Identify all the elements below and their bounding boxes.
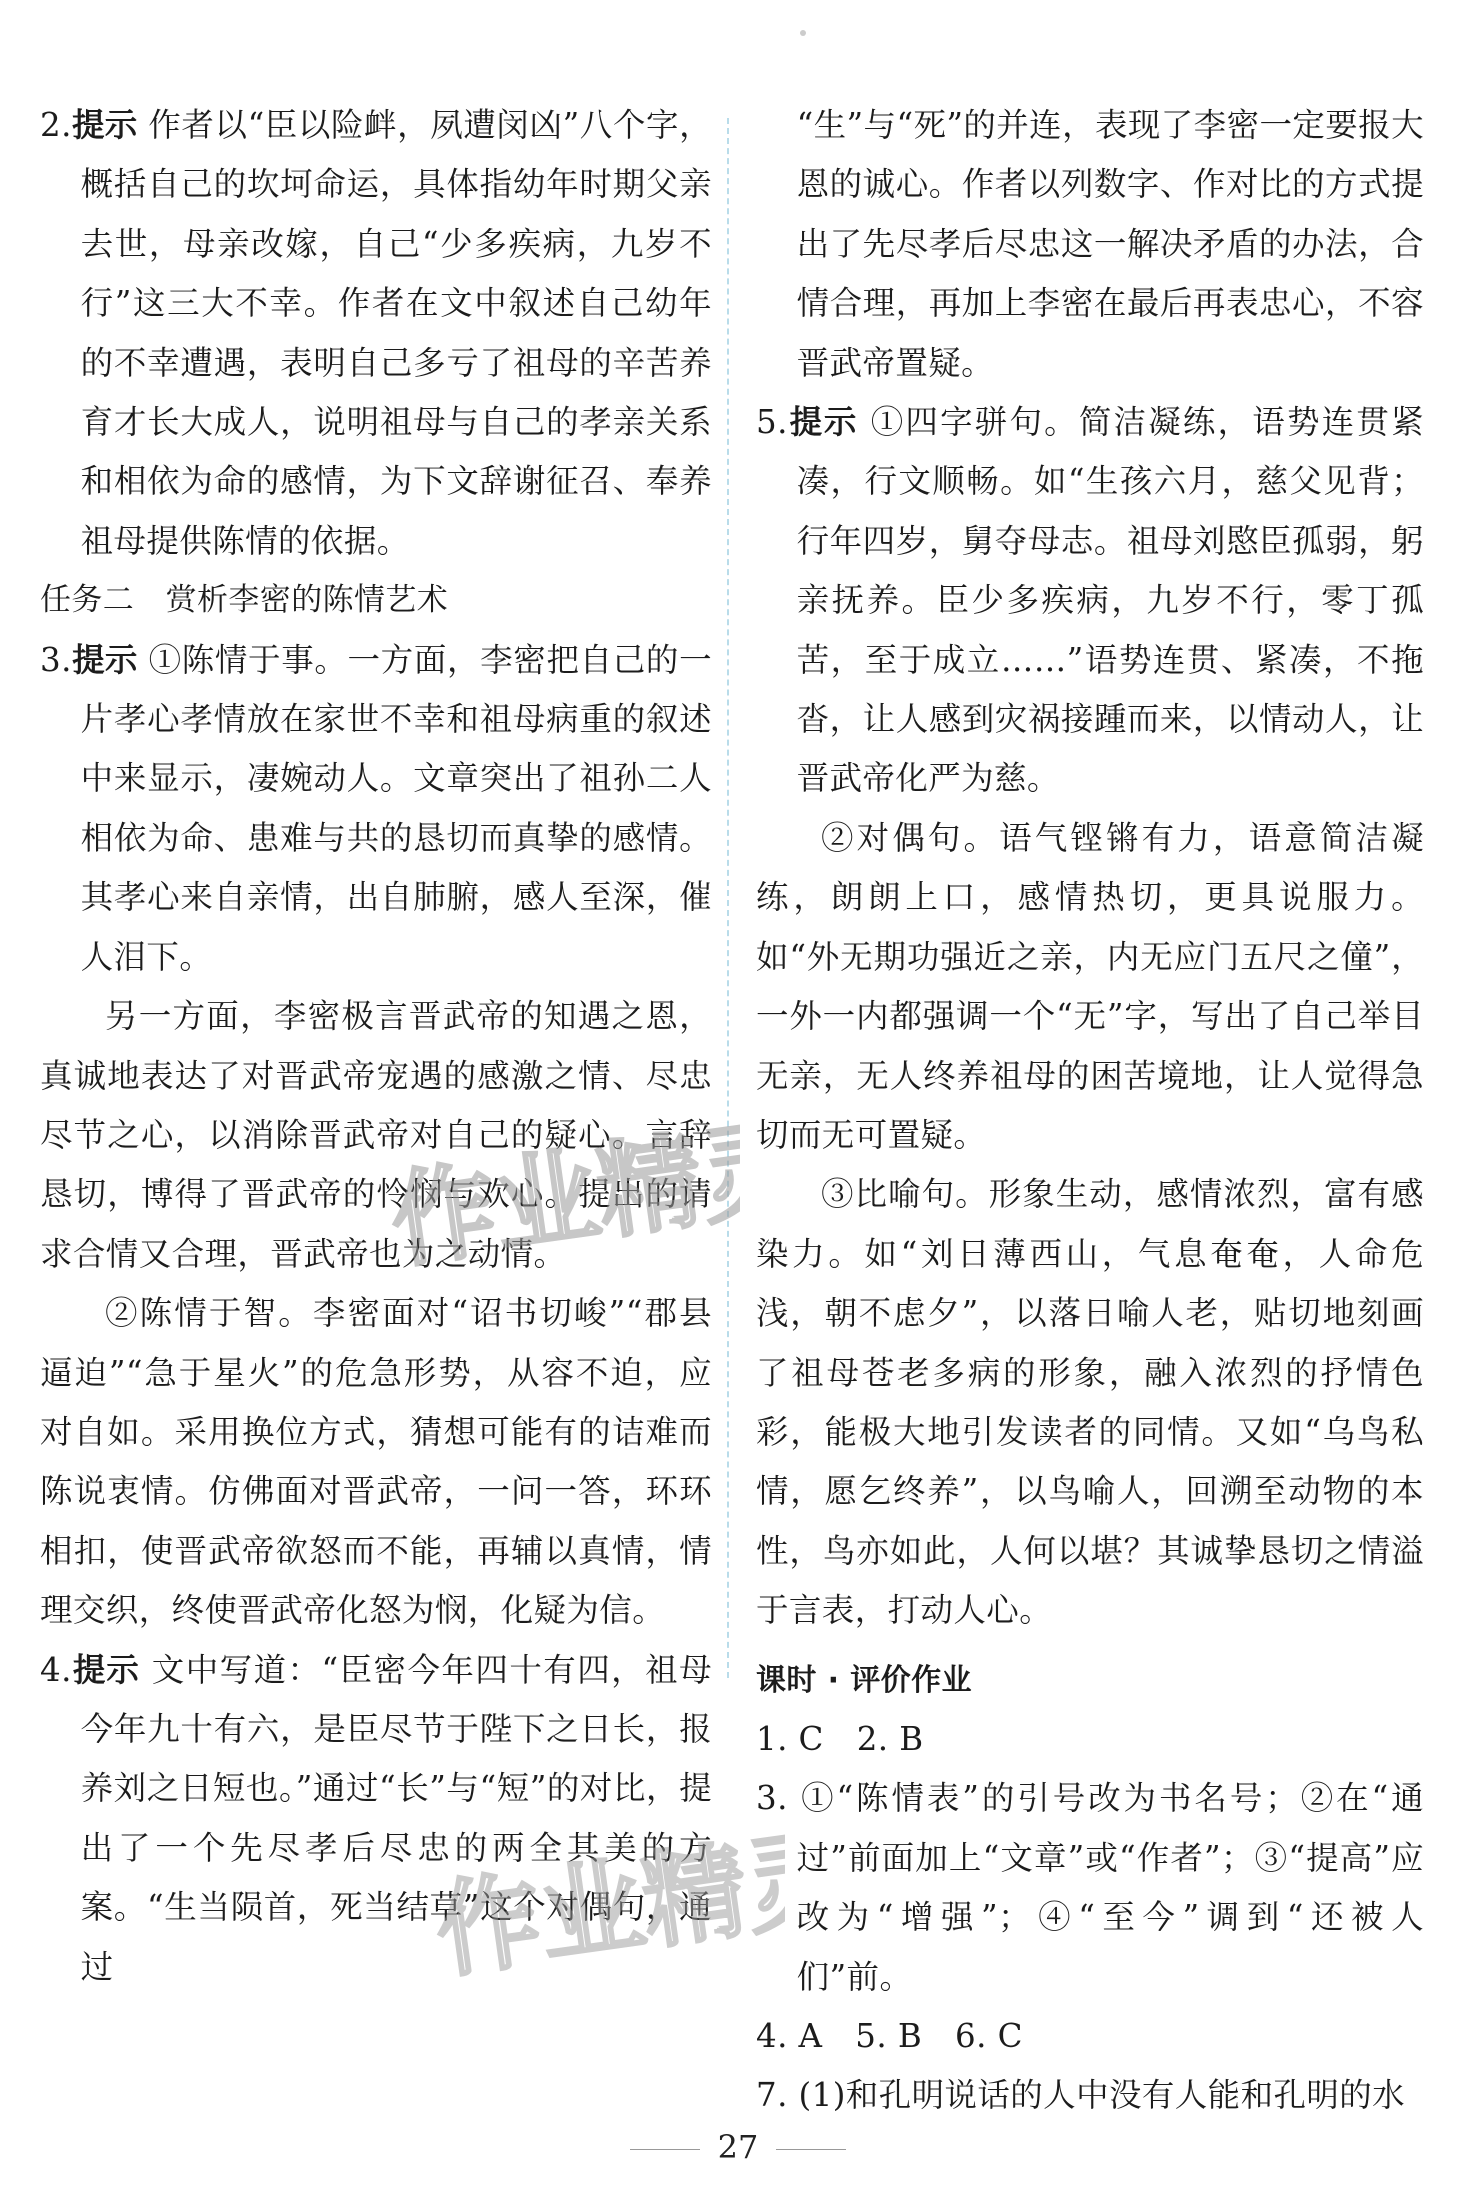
answer-line-4: 4. A 5. B 6. C bbox=[756, 2017, 1023, 2055]
left-column bbox=[40, 96, 712, 1997]
footer-rule-right bbox=[776, 2149, 846, 2150]
paragraph: ③比喻句。形象生动，感情浓烈，富有感染力。如“刘日薄西山，气息奄奄，人命危浅，朝不虑夕”，以落日喻人老，贴切地刻画了祖母苍老多病的形象，融入浓烈的抒情色彩，能极大地引发读者的同情。又如“乌鸟私情，愿乞终养”，以鸟喻人，回溯至动物的本性，鸟亦如此，人何以堪？其诚挚恳切之情溢于言表，打动人心。 bbox=[756, 1175, 1424, 1630]
column-divider bbox=[727, 118, 729, 1678]
page-number: 27 bbox=[717, 2128, 759, 2166]
footer-rule-left bbox=[630, 2149, 700, 2150]
answer-item-4 bbox=[40, 1641, 712, 1997]
answer-item-4-continued: “生”与“死”的并连，表现了李密一定要报大恩的诚心。作者以列数字、作对比的方式提出了先尽孝后尽忠这一解决矛盾的办法，合情合理，再加上李密在最后再表忠心，不容晋武帝置疑。 bbox=[796, 106, 1424, 382]
paragraph: ②陈情于智。李密面对“诏书切峻”“郡县逼迫”“急于星火”的危急形势，从容不迫，应对自如。采用换位方式，猜想可能有的诘难而陈说衷情。仿佛面对晋武帝，一问一答，环环相扣，使晋武帝欲怒而不能，再辅以真情，情理交织，终使晋武帝化怒为悯，化疑为信。 bbox=[40, 1294, 712, 1630]
page-number-footer bbox=[0, 2128, 1476, 2166]
answer-item-5 bbox=[756, 393, 1424, 809]
item-text: 文中写道：“臣密今年四十有四，祖母今年九十有六，是臣尽节于陛下之日长，报养刘之日短也。”通过“长”与“短”的对比，提出了一个先尽孝后尽忠的两全其美的方案。“生当陨首，死当结草”这个对偶句，通过 bbox=[80, 1650, 712, 1986]
item-number: 5. bbox=[756, 403, 788, 442]
item-number: 2. bbox=[40, 106, 72, 144]
task-heading: 任务二 赏析李密的陈情艺术 bbox=[40, 582, 449, 619]
answer-line-1: 1. C 2. B bbox=[756, 1719, 924, 1758]
scan-dot bbox=[800, 30, 806, 36]
watermark-text: 作业精灵 bbox=[383, 1120, 740, 1270]
answer-line-7: 7. (1)和孔明说话的人中没有人能和孔明的水 bbox=[756, 2076, 1406, 2115]
watermark-text: 作业精灵 bbox=[428, 1830, 785, 1980]
paragraph: 另一方面，李密极言晋武帝的知遇之恩，真诚地表达了对晋武帝宠遇的感激之情、尽忠尽节之心，以消除晋武帝对自己的疑心。言辞恳切，博得了晋武帝的怜悯与欢心。提出的请求合情又合理，晋武帝也为之动情。 bbox=[40, 997, 712, 1273]
item-text: ①陈情于事。一方面，李密把自己的一片孝心孝情放在家世不幸和祖母病重的叙述中来显示，凄婉动人。文章突出了祖孙二人相依为命、患难与共的恳切而真挚的感情。其孝心来自亲情，出自肺腑，感人至深，催人泪下。 bbox=[80, 640, 712, 976]
item-text: 作者以“臣以险衅，夙遭闵凶”八个字，概括自己的坎坷命运，具体指幼年时期父亲去世，母亲改嫁，自己“少多疾病，九岁不行”这三大不幸。作者在文中叙述自己幼年的不幸遭遇，表明自己多亏了祖母的辛苦养育才长大成人，说明祖母与自己的孝亲关系和相依为命的感情，为下文辞谢征召、奉养祖母提供陈情的依据。 bbox=[80, 106, 712, 560]
hint-label: 提示 bbox=[71, 640, 138, 679]
item-number: 4. bbox=[40, 1650, 72, 1689]
paragraph: ②对偶句。语气铿锵有力，语意简洁凝练，朗朗上口，感情热切，更具说服力。如“外无期功强近之亲，内无应门五尺之僮”，一外一内都强调一个“无”字，写出了自己举目无亲，无人终养祖母的困苦境地，让人觉得急切而无可置疑。 bbox=[756, 818, 1424, 1154]
hint-label: 提示 bbox=[71, 1650, 140, 1689]
section-heading: 课时 · 评价作业 bbox=[756, 1662, 972, 1698]
item-number: 3. bbox=[40, 640, 72, 679]
hint-label: 提示 bbox=[71, 106, 138, 144]
answer-item-3 bbox=[40, 631, 712, 987]
item-text: ①四字骈句。简洁凝练，语势连贯紧凑，行文顺畅。如“生孩六月，慈父见背；行年四岁，舅夺母志。祖母刘愍臣孤弱，躬亲抚养。臣少多疾病，九岁不行，零丁孤苦，至于成立……”语势连贯、紧凑，不拖沓，让人感到灾祸接踵而来，以情动人，让晋武帝化严为慈。 bbox=[796, 403, 1424, 798]
answer-item-2 bbox=[40, 96, 712, 571]
right-column bbox=[756, 96, 1424, 2126]
answer-line-3: 3. ①“陈情表”的引号改为书名号；②在“通过”前面加上“文章”或“作者”；③“提高”应改为“增强”；④“至今”调到“还被人们”前。 bbox=[756, 1779, 1424, 1996]
hint-label: 提示 bbox=[787, 403, 859, 442]
